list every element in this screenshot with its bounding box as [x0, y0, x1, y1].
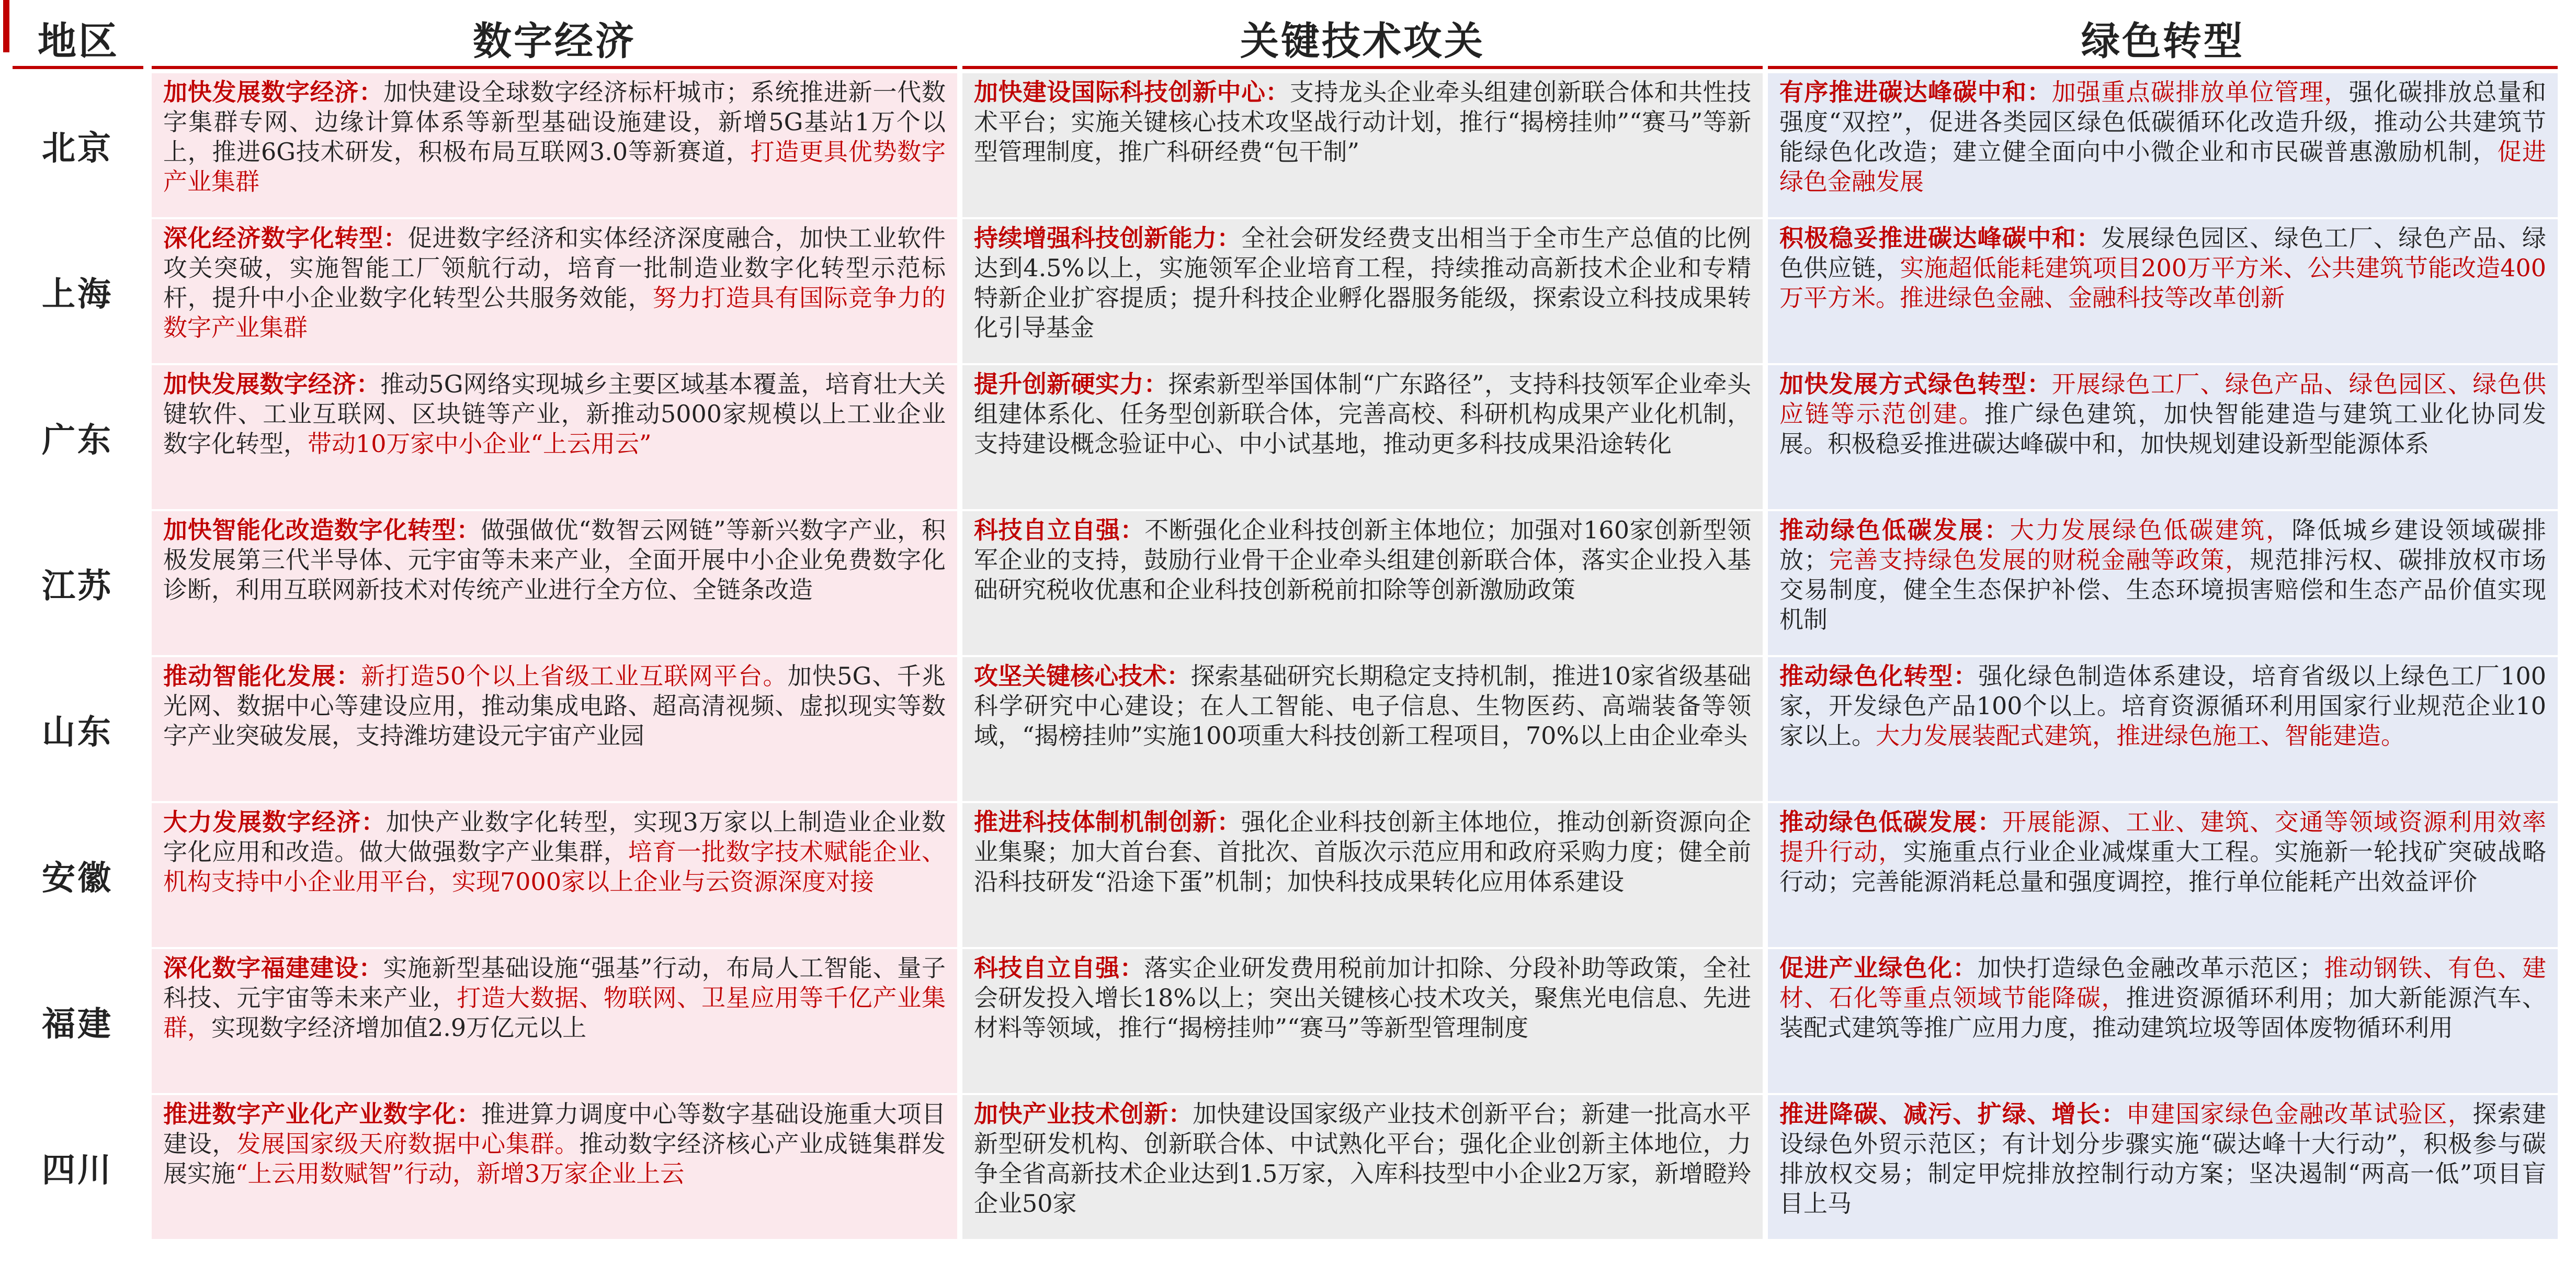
policy-heading: 大力发展数字经济：	[163, 808, 386, 836]
policy-text: 推动5G网络实现城乡主要区域基本覆盖，培育壮大关键软件、工业互联网、区块链等产业，新推动5000家规模以上工业企业数字化转型，	[163, 370, 946, 458]
policy-text: 强化绿色制造体系建设，培育省级以上绿色工厂100家，开发绿色产品100个以上。培育资源循环利用国家行业规范企业10家以上。	[1779, 662, 2547, 750]
policy-heading: 加快建设国际科技创新中心：	[974, 78, 1290, 106]
region-label: 四川	[42, 1150, 113, 1190]
policy-highlight: 打造大数据、物联网、卫星应用等千亿产业集群，	[163, 984, 946, 1042]
policy-heading: 推动绿色低碳发展：	[1779, 516, 2010, 544]
policy-text: 实现数字经济增加值2.9万亿元以上	[211, 1013, 587, 1042]
header-region: 地区	[38, 19, 119, 64]
policy-highlight: 实施超低能耗建筑项目200万平方米、公共建筑节能改造400万平方米。推进绿色金融、金融科技等改革创新	[1779, 254, 2546, 312]
header-key-tech: 关键技术攻关	[1240, 19, 1485, 64]
policy-highlight: 推动钢铁、有色、建材、石化等重点领域节能降碳，	[1779, 954, 2547, 1012]
policy-text: 加快5G、千兆光网、数据中心等建设应用，推动集成电路、超高清视频、虚拟现实等数字产业突破发展，支持潍坊建设元宇宙产业园	[163, 662, 946, 750]
policy-heading: 促进产业绿色化：	[1779, 954, 1978, 982]
tech-policy-cell	[962, 949, 1763, 1093]
policy-text: 全社会研发经费支出相当于全市生产总值的比例达到4.5%以上，实施领军企业培育工程，持续推动高新技术企业和专精特新企业扩容提质；提升科技企业孵化器服务能级，探索设立科技成果转化引导基金	[974, 224, 1752, 342]
green-policy-cell	[1768, 949, 2558, 1093]
header-underline	[962, 66, 1763, 69]
policy-heading: 提升创新硬实力：	[974, 370, 1168, 398]
policy-text: 支持龙头企业牵头组建创新联合体和共性技术平台；实施关键核心技术攻坚战行动计划，推行“揭榜挂帅”“赛马”等新型管理制度，推广科研经费“包干制”	[974, 78, 1752, 166]
policy-heading: 深化经济数字化转型：	[163, 224, 408, 252]
digital-policy-cell	[152, 949, 957, 1093]
digital-policy-cell	[152, 803, 957, 947]
region-label: 安徽	[42, 858, 113, 898]
green-policy-cell	[1768, 1095, 2558, 1239]
digital-policy-cell	[152, 365, 957, 509]
green-policy-cell	[1768, 219, 2558, 363]
tech-policy-cell	[962, 365, 1763, 509]
green-policy-cell	[1768, 657, 2558, 801]
policy-highlight: 开展能源、工业、建筑、交通等领域资源利用效率提升行动，	[1779, 808, 2546, 866]
header-digital-economy: 数字经济	[473, 19, 636, 64]
policy-text: 推广绿色建筑，加快智能建造与建筑工业化协同发展。积极稳妥推进碳达峰碳中和，加快规划建设新型能源体系	[1779, 400, 2547, 458]
policy-heading: 科技自立自强：	[974, 516, 1145, 544]
digital-policy-cell	[152, 1095, 957, 1239]
policy-text: 不断强化企业科技创新主体地位；加强对160家创新型领军企业的支持，鼓励行业骨干企业牵头组建创新联合体，落实企业投入基础研究税收优惠和企业科技创新税前扣除等创新激励政策	[974, 516, 1751, 604]
policy-heading: 加快发展数字经济：	[163, 78, 383, 106]
tech-policy-cell	[962, 73, 1763, 217]
policy-heading: 积极稳妥推进碳达峰碳中和：	[1779, 224, 2102, 252]
policy-highlight: 努力打造具有国际竞争力的数字产业集群	[163, 284, 946, 342]
policy-text: 实施重点行业企业减煤重大工程。实施新一轮找矿突破战略行动；完善能源消耗总量和强度调控，推行单位能耗产出效益评价	[1779, 838, 2547, 896]
green-policy-cell	[1768, 803, 2558, 947]
policy-heading: 科技自立自强：	[974, 954, 1144, 982]
region-label: 上海	[42, 274, 113, 314]
policy-text: 探索新型举国体制“广东路径”，支持科技领军企业牵头组建体系化、任务型创新联合体，完善高校、科研机构成果产业化机制，支持建设概念验证中心、中小试基地，推动更多科技成果沿途转化	[974, 370, 1751, 458]
policy-heading: 加快发展数字经济：	[163, 370, 381, 398]
policy-heading: 推进降碳、减污、扩绿、增长：	[1779, 1100, 2126, 1128]
header-underline	[13, 66, 143, 69]
policy-heading: 攻坚关键核心技术：	[974, 662, 1191, 690]
policy-highlight: 带动10万家中小企业“上云用云”	[308, 430, 652, 458]
policy-text: 推动数字经济核心产业成链集群发展实施	[163, 1130, 946, 1188]
header-underline	[1768, 66, 2558, 69]
digital-policy-cell	[152, 73, 957, 217]
corner-accent-bar	[3, 0, 9, 52]
green-policy-cell	[1768, 511, 2558, 655]
region-label: 广东	[42, 420, 113, 460]
policy-heading: 加快智能化改造数字化转型：	[163, 516, 481, 544]
policy-text: 规范排污权、碳排放权市场交易制度，健全生态保护补偿、生态环境损害赔偿和生态产品价值实现机制	[1779, 546, 2547, 634]
tech-policy-cell	[962, 657, 1763, 801]
policy-text: 发展绿色园区、绿色工厂、绿色产品、绿色供应链，	[1779, 224, 2547, 282]
policy-text: 强化企业科技创新主体地位，推动创新资源向企业集聚；加大首台套、首批次、首版次示范应用和政府采购力度；健全前沿科技研发“沿途下蛋”机制；加快科技成果转化应用体系建设	[974, 808, 1752, 896]
policy-highlight: 促进绿色金融发展	[1779, 138, 2547, 196]
header-underline	[152, 66, 957, 69]
policy-text: 促进数字经济和实体经济深度融合，加快工业软件攻关突破，实施智能工厂领航行动，培育一批制造业数字化转型示范标杆，提升中小企业数字化转型公共服务效能，	[163, 224, 946, 312]
policy-text: 加快产业数字化转型，实现3万家以上制造业企业数字化应用和改造。做大做强数字产业集群，	[163, 808, 946, 866]
policy-text: 做强做优“数智云网链”等新兴数字产业，积极发展第三代半导体、元宇宙等未来产业，全面开展中小企业免费数字化诊断，利用互联网新技术对传统产业进行全方位、全链条改造	[163, 516, 946, 604]
policy-text: 实施新型基础设施“强基”行动，布局人工智能、量子科技、元宇宙等未来产业，	[163, 954, 946, 1012]
policy-text: 加快打造绿色金融改革示范区；	[1977, 954, 2324, 982]
policy-highlight: 完善支持绿色发展的财税金融等政策，	[1828, 546, 2250, 574]
policy-text: 加快建设国家级产业技术创新平台；新建一批高水平新型研发机构、创新联合体、中试熟化平台；强化企业创新主体地位，力争全省高新技术企业达到1.5万家，入库科技型中小企业2万家，新增瞪羚企业50家	[974, 1100, 1752, 1218]
green-policy-cell	[1768, 73, 2558, 217]
policy-highlight: “上云用数赋智”行动，新增3万家企业上云	[235, 1159, 685, 1188]
policy-heading: 推动智能化发展：	[163, 662, 361, 690]
tech-policy-cell	[962, 803, 1763, 947]
policy-text: 推进资源循环利用；加大新能源汽车、装配式建筑等推广应用力度，推动建筑垃圾等固体废物循环利用	[1779, 984, 2547, 1042]
policy-highlight: 发展国家级天府数据中心集群。	[236, 1130, 580, 1158]
policy-text: 探索基础研究长期稳定支持机制，推进10家省级基础科学研究中心建设；在人工智能、电子信息、生物医药、高端装备等领域，“揭榜挂帅”实施100项重大科技创新工程项目，70%以上由企业牵头	[974, 662, 1751, 750]
policy-text: 强化碳排放总量和强度“双控”，促进各类园区绿色低碳循环化改造升级，推动公共建筑节能绿色化改造；建立健全面向中小微企业和市民碳普惠激励机制，	[1779, 78, 2547, 166]
policy-text: 探索建设绿色外贸示范区；有计划分步骤实施“碳达峰十大行动”，积极参与碳排放权交易；制定甲烷排放控制行动方案；坚决遏制“两高一低”项目盲目上马	[1779, 1100, 2547, 1218]
header-green-transition: 绿色转型	[2081, 19, 2244, 64]
policy-heading: 推动绿色化转型：	[1779, 662, 1979, 690]
policy-highlight: 大力发展绿色低碳建筑，	[2010, 516, 2292, 544]
region-label: 江苏	[42, 566, 113, 606]
policy-heading: 持续增强科技创新能力：	[974, 224, 1241, 252]
digital-policy-cell	[152, 511, 957, 655]
region-label: 北京	[42, 128, 113, 168]
policy-highlight: 新打造50个以上省级工业互联网平台。	[360, 662, 788, 690]
policy-highlight: 开展绿色工厂、绿色产品、绿色园区、绿色供应链等示范创建。	[1779, 370, 2547, 428]
policy-heading: 加快发展方式绿色转型：	[1779, 370, 2052, 398]
policy-text: 降低城乡建设领域碳排放；	[1779, 516, 2547, 574]
tech-policy-cell	[962, 1095, 1763, 1239]
digital-policy-cell	[152, 219, 957, 363]
policy-heading: 推进科技体制机制创新：	[974, 808, 1241, 836]
region-label: 福建	[42, 1004, 113, 1044]
policy-highlight: 培育一批数字技术赋能企业、机构支持中小企业用平台，实现7000家以上企业与云资源深度对接	[163, 838, 946, 896]
policy-highlight: 打造更具优势数字产业集群	[163, 138, 946, 196]
tech-policy-cell	[962, 219, 1763, 363]
policy-text: 落实企业研发费用税前加计扣除、分段补助等政策，全社会研发投入增长18%以上；突出关键核心技术攻关，聚焦光电信息、先进材料等领域，推行“揭榜挂帅”“赛马”等新型管理制度	[974, 954, 1752, 1042]
policy-heading: 加快产业技术创新：	[974, 1100, 1193, 1128]
tech-policy-cell	[962, 511, 1763, 655]
policy-highlight: 大力发展装配式建筑，推进绿色施工、智能建造。	[1876, 722, 2405, 750]
policy-text: 推进算力调度中心等数字基础设施重大项目建设，	[163, 1100, 946, 1158]
green-policy-cell	[1768, 365, 2558, 509]
policy-heading: 深化数字福建建设：	[163, 954, 383, 982]
policy-heading: 有序推进碳达峰碳中和：	[1779, 78, 2052, 106]
policy-heading: 推进数字产业化产业数字化：	[163, 1100, 482, 1128]
policy-highlight: 加强重点碳排放单位管理，	[2051, 78, 2349, 106]
policy-text: 加快建设全球数字经济标杆城市；系统推进新一代数字集群专网、边缘计算体系等新型基础设施建设，新增5G基站1万个以上，推进6G技术研发，积极布局互联网3.0等新赛道，	[163, 78, 946, 166]
policy-heading: 推动绿色低碳发展：	[1779, 808, 2002, 836]
region-label: 山东	[42, 712, 113, 752]
policy-highlight: 申建国家绿色金融改革试验区，	[2126, 1100, 2473, 1128]
digital-policy-cell	[152, 657, 957, 801]
